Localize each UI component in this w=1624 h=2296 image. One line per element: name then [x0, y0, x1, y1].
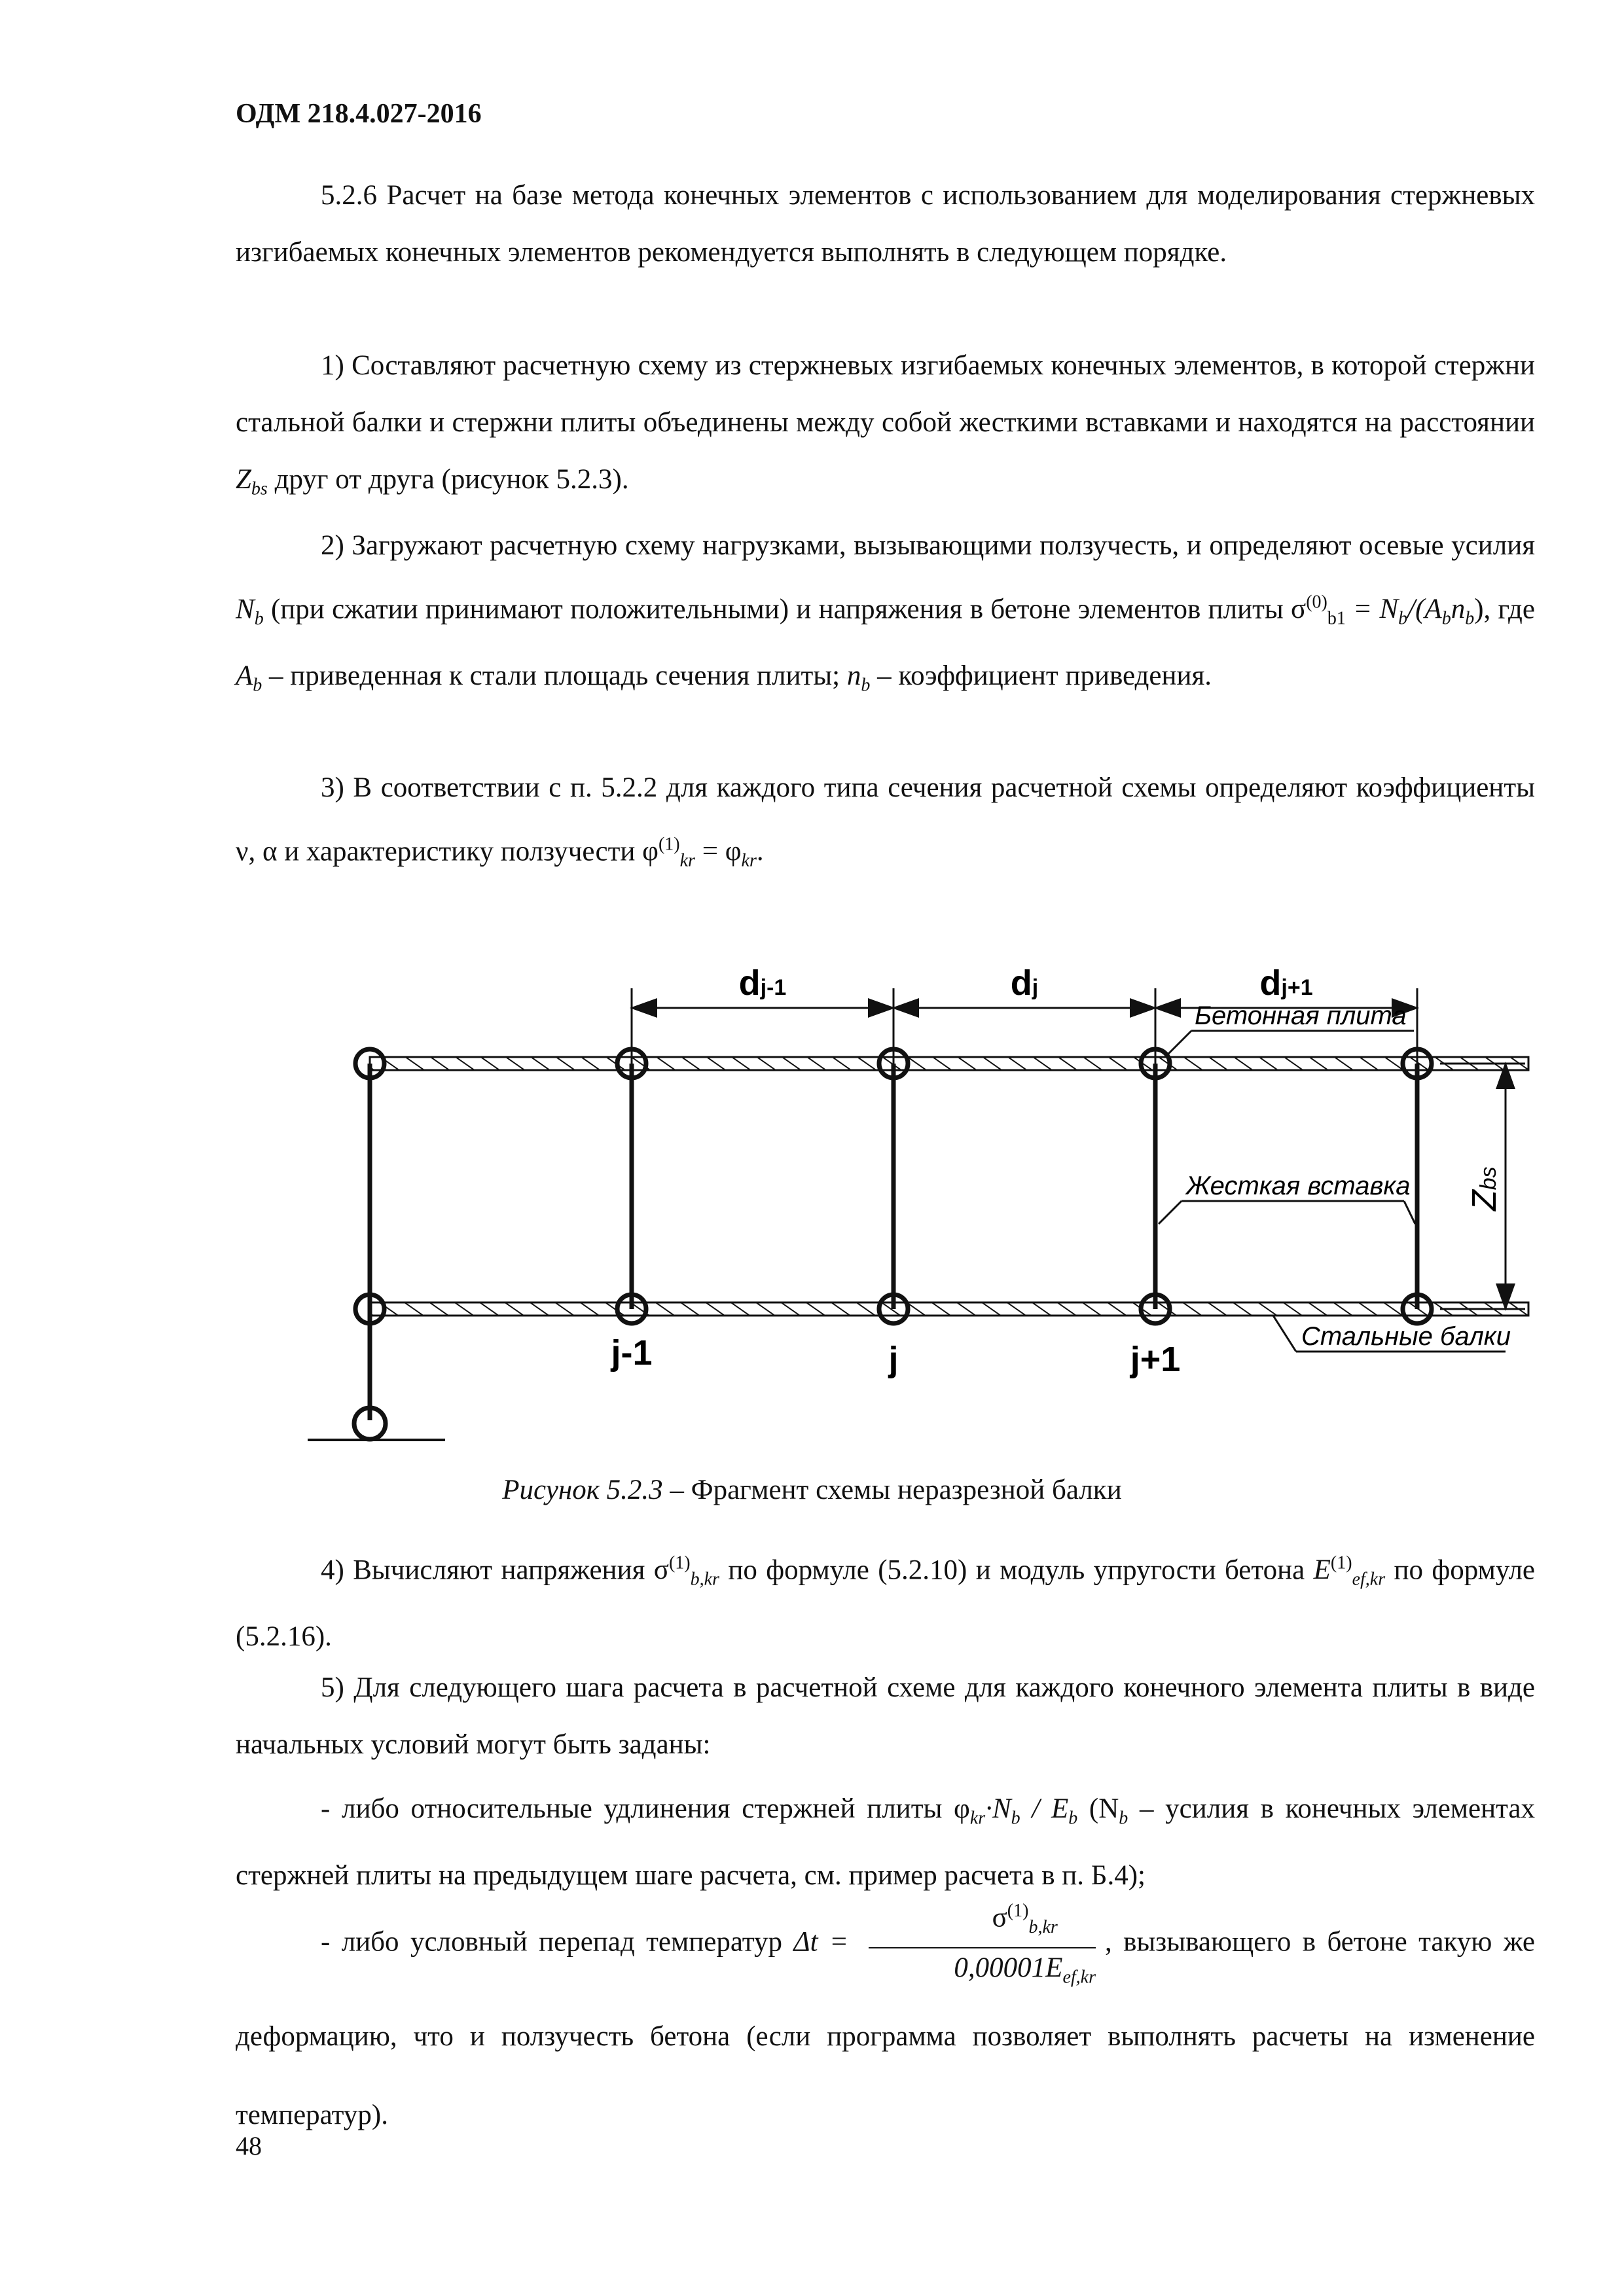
node-label-j: j	[888, 1340, 899, 1379]
dim-label-dj: dj	[1010, 963, 1039, 1003]
step-4-paragraph: 4) Вычисляют напряжения $\sigma^{(1)}_{b,kr}$ по формуле (5.2.10) и модуль упругости бетона $E^{(1)}_{ef,kr}$ по формуле (5.2.16).	[236, 1553, 1535, 1652]
bullet-temperature-difference: - либо условный перепад температур Δt = $\frac{\sigma^{(1)}_{b,kr}}{0,00001E_{ef,kr}}$ , вызывающего в бетоне такую же деформацию, что и ползучесть бетона (если программа позволяет выполнять расчеты на изменение температур).	[236, 1892, 1535, 2155]
step-5-paragraph: 5) Для следующего шага расчета в расчетной схеме для каждого конечного элемента плиты в виде начальных условий могут быть заданы:	[236, 1672, 1535, 1760]
insert-callout	[1159, 1172, 1415, 1224]
paragraph-5-2-6: 5.2.6 Расчет на базе метода конечных элементов с использованием для моделирования стержневых изгибаемых конечных элементов рекомендуется выполнять в следующем порядке.	[236, 180, 1535, 268]
dim-label-dj+1: dj+1	[1259, 963, 1313, 1003]
node-label-j-1: j-1	[611, 1333, 653, 1372]
step-2-paragraph: 2) Загружают расчетную схему нагрузками, вызывающими ползучесть, и определяют осевые усилия $N_b$ (при сжатии принимают положительными) и напряжения в бетоне элементов плиты $\sigma^{(0)}_{b1} = N_b/(A_bn_b)$, где $A_b$ – приведенная к стали площадь сечения плиты; $n_b$ – коэффициент приведения.	[236, 530, 1535, 696]
insert-label: Жесткая вставка	[1186, 1172, 1411, 1200]
slab-label: Бетонная плита	[1195, 1001, 1407, 1030]
step-3-paragraph: 3) В соответствии с п. 5.2.2 для каждого типа сечения расчетной схемы определяют коэффициенты ν, α и характеристику ползучести $\varphi^{(1)}_{kr} = \varphi_{kr}$.	[236, 772, 1535, 871]
page-number: 48	[236, 2131, 262, 2161]
sigma-b1-formula: $\sigma^{(0)}_{b1} = N_b/(A_bn_b)$	[1291, 592, 1484, 629]
beam-callout	[1273, 1316, 1511, 1352]
delta-t-formula: Δt =	[793, 1926, 860, 1958]
step-1-paragraph: 1) Составляют расчетную схему из стержневых изгибаемых конечных элементов, в которой стержни стальной балки и стержни плиты объединены между собой жесткими вставками и находятся на расстоянии $Z_{bs}$ друг от друга (рисунок 5.2.3).	[236, 350, 1535, 499]
figure-caption: Рисунок 5.2.3 – Фрагмент схемы неразрезной балки	[502, 1475, 1122, 1505]
dim-label-dj-1: dj-1	[738, 963, 787, 1003]
beam-label: Стальные балки	[1301, 1322, 1511, 1351]
sigma-bkr-formula: $\sigma^{(1)}_{b,kr}$	[653, 1553, 719, 1590]
slab-callout	[1165, 1001, 1414, 1057]
concrete-slab-bar	[370, 1057, 1528, 1070]
steel-beam-bar	[370, 1302, 1528, 1316]
phi-kr-formula: $\varphi^{(1)}_{kr} = \varphi_{kr}$.	[642, 834, 764, 871]
node-label-j+1: j+1	[1130, 1340, 1181, 1379]
bullet-relative-elongation: - либо относительные удлинения стержней плиты $\varphi_{kr}\cdot N_b / E_b$ ($N_b$ – усилия в конечных элементах стержней плиты на предыдущем шаге расчета, см. пример расчета в п. Б.4);	[236, 1793, 1536, 1891]
delta-t-fraction: $\frac{\sigma^{(1)}_{b,kr}}{0,00001E_{ef,kr}}$	[869, 1892, 1096, 1998]
e-efkr-formula: $E^{(1)}_{ef,kr}$	[1313, 1553, 1386, 1590]
zbs-label: Zbs	[1466, 1166, 1504, 1211]
zbs-dimension	[1440, 1064, 1525, 1309]
document-code-header: ОДМ 218.4.027-2016	[236, 99, 482, 129]
continuous-beam-scheme-diagram	[288, 923, 1532, 1460]
